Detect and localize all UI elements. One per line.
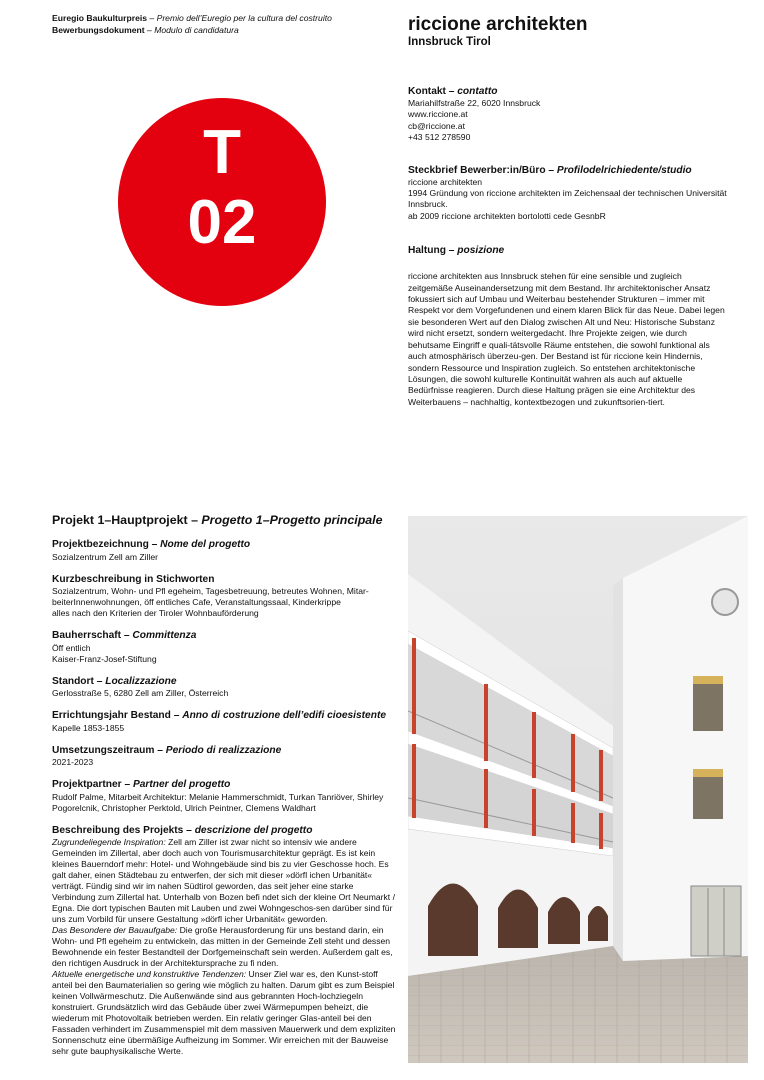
field-value: Kapelle 1853-1855 [52, 722, 125, 733]
document-header [52, 12, 332, 36]
field-value: Sozialzentrum Zell am Ziller [52, 551, 159, 562]
stance-text: riccione architekten aus Innsbruck stehen für eine sensible und zugleich zeitgemäße Auseinandersetzung mit dem Bestand. Ihr architektonischer Ansatz fokussiert sich auf Umbau und Weiterbau bestehender Strukturen – immer mit Respekt vor dem Vorgefundenen und einem klaren Blick für das Neue. Dabei legen sie besonderen Wert auf den Dialog zwischen Alt und Neu: Historische Substanz wird nicht ersetzt, sondern weitergedacht. Ihre Projekte zeigen, wie durch behutsame Eingriff e quali-tätsvolle Räume entstehen, die sowohl funktional als auch atmosphärisch überzeu-gen. Der Bestand ist für riccione kein Hindernis, sondern Ressource und Inspiration zugleich. So entstehen architektonische Lösungen, die sowohl kulturelle Kontinuität wahren als auch auf aktuelle Bedürfnisse reagieren. Durch diese Haltung prägen sie eine Architektur des Weiterbauens – nachhaltig, kontextbezogen und zukunftsorien-tiert. [408, 271, 725, 407]
field-value: Gerlosstraße 5, 6280 Zell am Ziller, Österreich [52, 688, 229, 698]
round-window [712, 589, 738, 615]
project-photo [408, 516, 748, 1063]
badge-number: 02 [187, 188, 257, 257]
office-name: riccione architekten [408, 14, 588, 35]
field-heading: Projektpartner – Partner del progetto [52, 779, 231, 790]
office-location: Innsbruck Tirol [408, 36, 491, 48]
field-heading: Kurzbeschreibung in Stichworten [52, 573, 215, 585]
description-heading: Beschreibung des Projekts – descrizione del progetto [52, 824, 313, 836]
field-heading: Umsetzungszeitraum – Periodo di realizzazione [52, 744, 282, 756]
project-description [52, 825, 396, 1058]
description-task: Das Besondere der Bauaufgabe: Die große Herausforderung für uns bestand darin, ein Wohn- und Pfl egeheim zu entwickeln, das mitten in der Gemeinde Zell steht und dessen Bewohnende ein fester Bestandteil der Dorfgemeinschaft sein werden. Außerdem galt es, den richtigen Ausdruck in der Architektursprache zu fi nden. [52, 925, 393, 968]
award-line: Euregio Baukulturpreis – Premio dell’Euregio per la cultura del costruito [52, 13, 332, 23]
field-location [52, 676, 396, 700]
field-heading: Projektbezeichnung – Nome del progetto [52, 539, 251, 550]
field-heading: Bauherrschaft – Committenza [52, 630, 197, 641]
field-heading: Standort – Localizzazione [52, 675, 177, 687]
contact-address: Mariahilfstraße 22, 6020 Innsbruck [408, 98, 541, 108]
badge-letter: T [203, 118, 241, 187]
profile-heading: Steckbrief Bewerber:in/Büro – Profilodelrichiedente/studio [408, 164, 692, 176]
contact-heading: Kontakt – contatto [408, 86, 498, 97]
contact-phone: +43 512 278590 [408, 132, 471, 143]
category-badge [118, 98, 326, 306]
contact-email[interactable]: cb@riccione.at [408, 120, 465, 131]
field-heading: Errichtungsjahr Bestand – Anno di costruzione dell’edifi cioesistente [52, 710, 386, 721]
field-client [52, 630, 396, 665]
description-inspiration: Zugrundeliegende Inspiration: Zell am Ziller ist zwar nicht so intensiv wie andere Gemeinden im Zillertal, aber doch auch von Tourismusarchitektur geprägt. Es ist kein kleines Bauerndorf mehr: Hotel- und Wohngebäude sind bis zu vier Geschosse hoch. Es galt daher, einen Städtebau zu entwerfen, der sich mit dieser »dörfl ichen Urbanität« verträgt. Fündig sind wir im nahen Südtirol geworden, das seit jeher eine starke Verbindung zum Zillertal hat. Unterhalb von Bozen befi ndet sich der kleine Ort Neumarkt / Egna. Die dort typischen Bauten mit Lauben und zwei Wohngeschos-sen darüber sind für uns zum Vorbild für unsere Gestaltung »dörfl icher Urbanität« geworden. [52, 837, 395, 924]
applicant-info [408, 14, 728, 422]
project-title: Projekt 1–Hauptprojekt – Progetto 1–Progetto principale [52, 513, 383, 527]
profile-line: ab 2009 riccione architekten bortolotti cede GesnbR [408, 210, 606, 221]
stance-heading: Haltung – posizione [408, 245, 505, 257]
contact-section [408, 85, 728, 144]
field-value: Sozialzentrum, Wohn- und Pfl egeheim, Tagesbetreuung, betreutes Wohnen, Mitar-beiterInnenwohnungen, öff entliches Cafe, Veranstaltungssaal, Kinderkrippe [52, 586, 369, 607]
project-section [52, 512, 396, 1057]
field-value: alles nach den Kriterien der Tiroler Wohnbauförderung [52, 608, 259, 618]
field-construction-year [52, 710, 396, 734]
profile-section [408, 164, 728, 223]
contact-web[interactable]: www.riccione.at [408, 109, 468, 120]
description-tendencies: Aktuelle energetische und konstruktive Tendenzen: Unser Ziel war es, den Kunst-stoff anteil bei den Baumaterialien so gering wie möglich zu halten. Darum gibt es zum Beispiel keinen Vollwärmeschutz. Die Außenwände sind aus gebrannten Hoch-lochziegeln konstruiert. Grundsätzlich wird das Gebäude über zwei Wärmepumpen beheizt, die wiederum mit Photovoltaik betrieben werden. Ein relativ geringer Glas-anteil bei den Fassaden verhindert im Zusammenspiel mit dem massiven Mauerwerk und dem expliziten Sonnenschutz eine übermäßige Aufheizung im Sommer. Wir erreichen mit der Bauweise sehr gute bauphysikalische Werte. [52, 969, 396, 1056]
field-implementation-period [52, 745, 396, 769]
field-short-description [52, 574, 396, 620]
profile-line: riccione architekten [408, 176, 483, 187]
profile-line: 1994 Gründung von riccione architekten im Zeichensaal der technischen Universität Innsbruck. [408, 188, 727, 210]
field-value: 2021-2023 [52, 757, 94, 767]
field-value: Öff entlich [52, 642, 91, 653]
field-value: Kaiser-Franz-Josef-Stiftung [52, 653, 157, 664]
stance-section [408, 244, 728, 408]
field-partners [52, 779, 396, 814]
field-value: Rudolf Palme, Mitarbeit Architektur: Melanie Hammerschmidt, Turkan Tanriöver, Shirley Pogorelcnik, Christopher Perktold, Ulrich Peintner, Clemens Waldhart [52, 791, 384, 813]
document-type-line: Bewerbungsdokument – Modulo di candidatura [52, 25, 239, 35]
field-project-name [52, 539, 396, 563]
